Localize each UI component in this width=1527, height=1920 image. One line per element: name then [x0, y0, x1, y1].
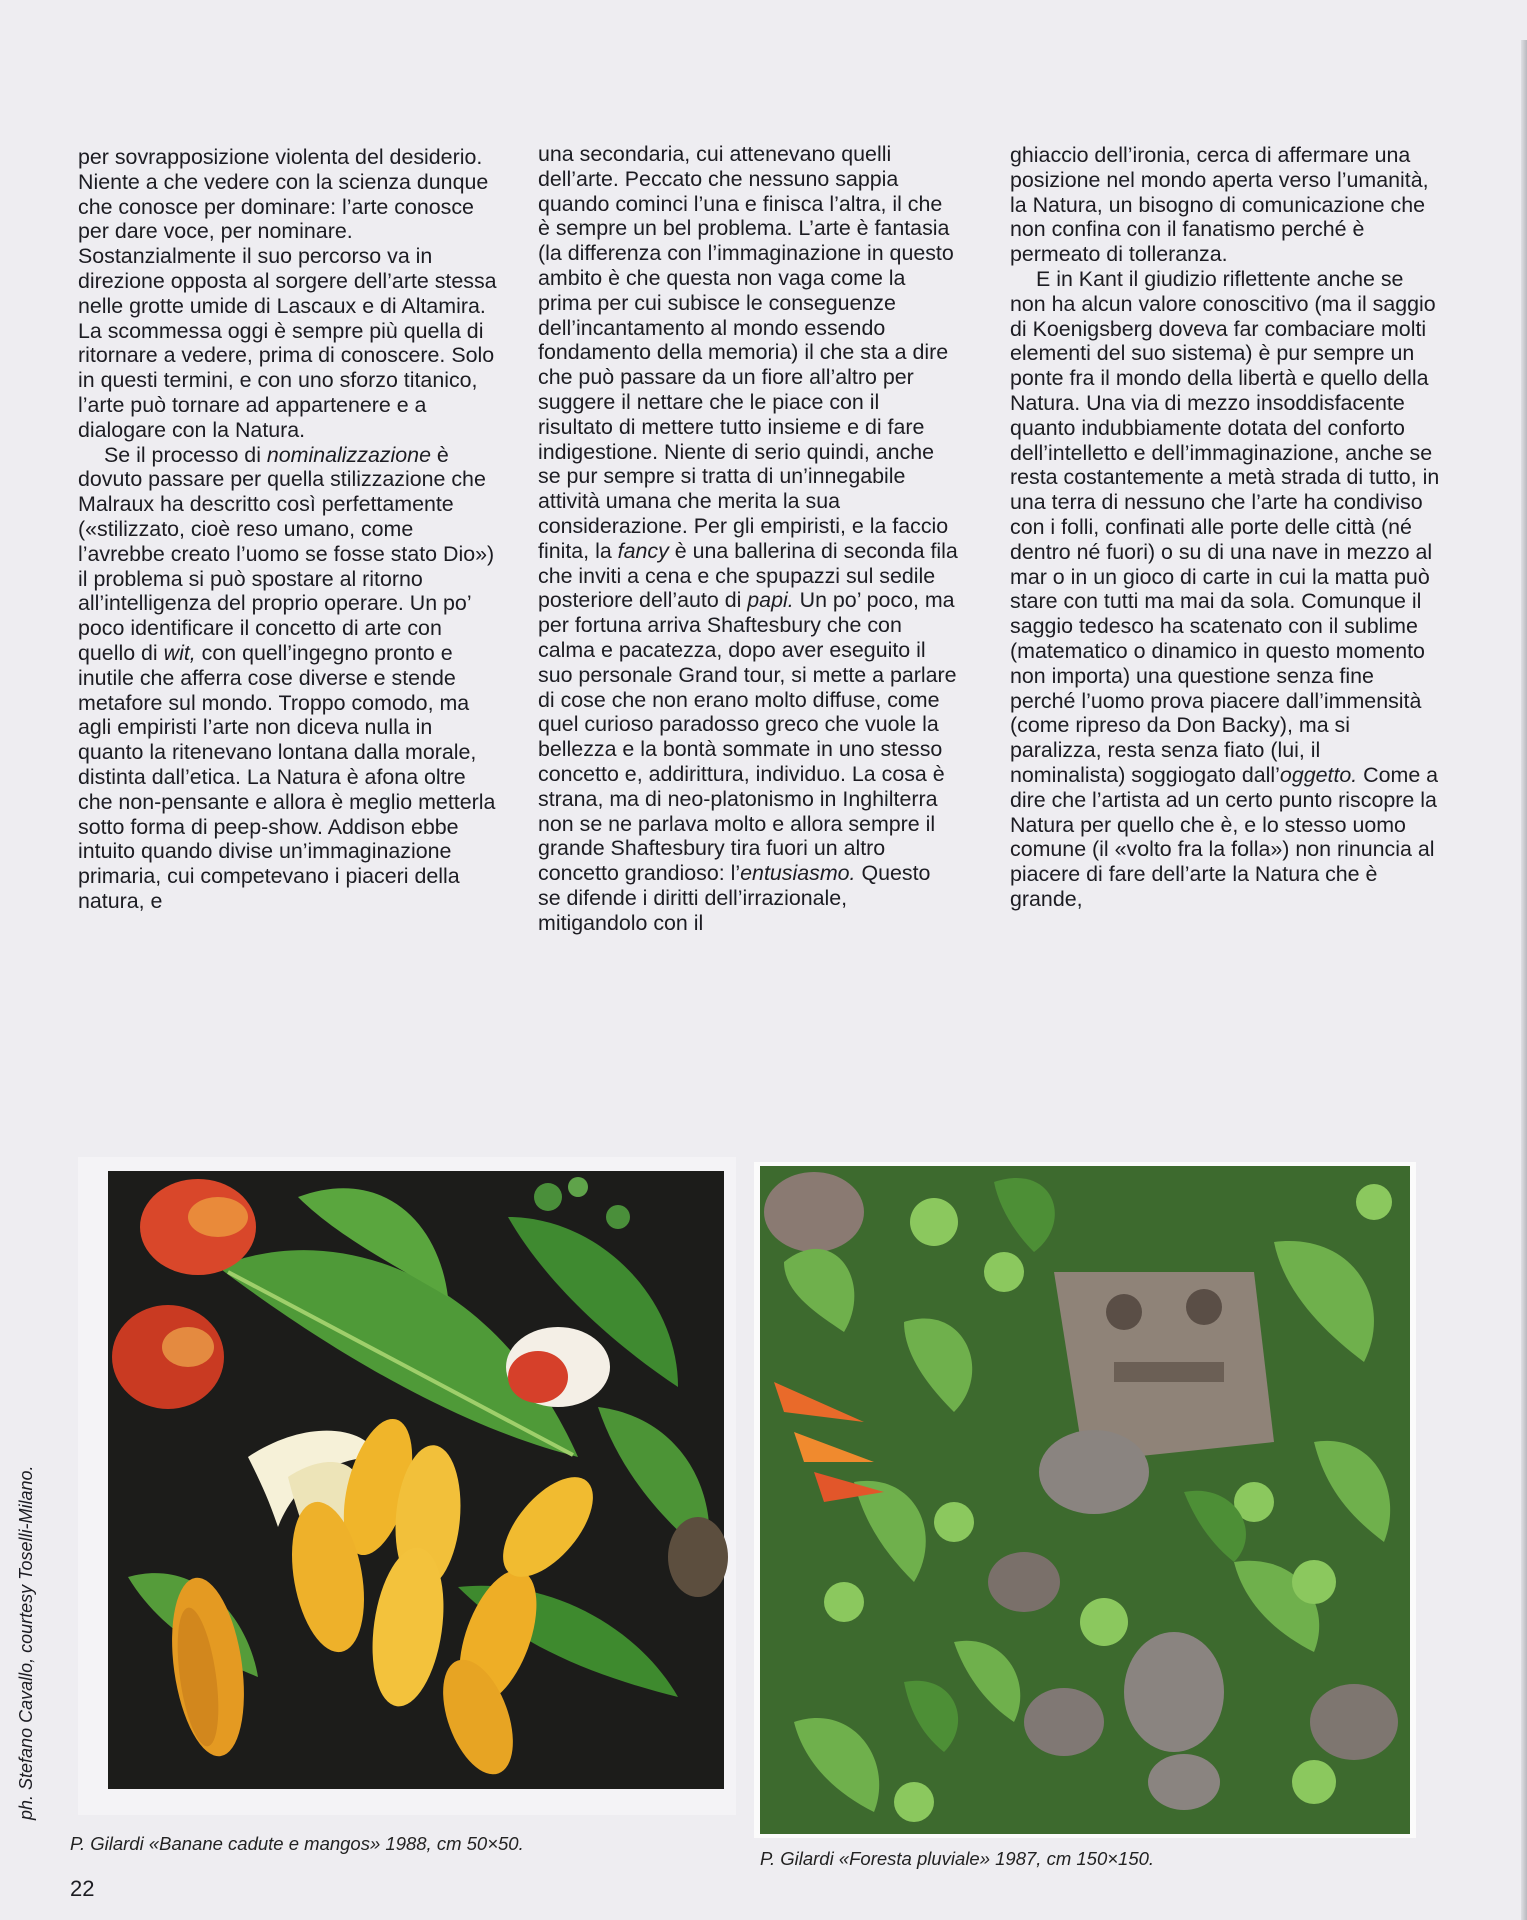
- body-paragraph: [538, 142, 958, 936]
- text-run: Se il processo di: [104, 442, 267, 467]
- text-run: ghiaccio dell’ironia, cerca di affermare una posizione nel mondo aperta verso l’umanità, la Natura, un bisogno di comunicazione che non confina con il fanatismo perché è permeato di tolleranza.: [1010, 143, 1429, 267]
- text-run: Questo se difende i diritti dell’irrazionale, mitigandolo con il: [538, 861, 931, 935]
- photo-credit: ph. Stefano Cavallo, courtesy Toselli-Milano.: [16, 1465, 36, 1820]
- body-paragraph: [78, 443, 498, 914]
- text-run: Un po’ poco, ma per fortuna arriva Shaftesbury che con calma e pacatezza, dopo aver eseguito il suo personale Grand tour, si mette a parlare di cose che non erano molto diffuse, come quel curioso paradosso greco che vuole la bellezza e la bontà sommate in uno stesso concetto e, addirittura, individuo. La cosa è strana, ma di neo-platonismo in Inghilterra non se ne parlava molto e allora sempre il grande Shaftesbury tira fuori un altro concetto grandioso: l’: [538, 588, 957, 886]
- artwork-photo-rainforest: [754, 1162, 1416, 1838]
- italic-text: wit,: [163, 640, 196, 665]
- text-column-3: [1010, 143, 1440, 912]
- italic-text: papi.: [747, 588, 794, 613]
- body-paragraph: [1010, 267, 1440, 912]
- caption-right: P. Gilardi «Foresta pluviale» 1987, cm 150×150.: [760, 1848, 1155, 1869]
- body-paragraph: [78, 145, 498, 443]
- body-paragraph: [1010, 143, 1440, 267]
- italic-text: nominalizzazione: [266, 442, 431, 467]
- text-run: E in Kant il giudizio riflettente anche se non ha alcun valore conoscitivo (ma il saggio di Koenigsberg doveva far combaciare molti elementi del suo sistema) è pur sempre un ponte fra il mondo della libertà e quello della Natura. Una via di mezzo insoddisfacente quanto indubbiamente dotata del conforto dell’intelletto e dell’immaginazione, anche se resta costantemente a metà strada di tutto, in una terra di nessuno che l’arte ha condiviso con i folli, confinati alle porte delle città (né dentro né fuori) o su di una nave in mezzo al mar o in un gioco di carte in cui la matta può stare con tutti ma mai da sola. Comunque il saggio tedesco ha scatenato con il sublime (matematico o dinamico in questo momento non importa) una questione senza fine perché l’uomo prova piacere dall’immensità (come ripreso da Don Backy), ma si paralizza, resta senza fiato (lui, il nominalista) soggiogato dall’: [1010, 266, 1440, 787]
- artwork-photo-bananas-mangos: [78, 1157, 736, 1815]
- caption-left: P. Gilardi «Banane cadute e mangos» 1988, cm 50×50.: [70, 1833, 524, 1854]
- text-run: è una ballerina di seconda fila che inviti a cena e che spupazzi sul sedile posteriore dell’auto di: [538, 538, 958, 613]
- italic-text: oggetto.: [1279, 762, 1358, 787]
- italic-text: fancy: [617, 538, 669, 563]
- page-number: 22: [70, 1876, 95, 1901]
- text-run: è dovuto passare per quella stilizzazione che Malraux ha descritto così perfettamente («stilizzato, cioè reso umano, come l’avrebbe creato l’uomo se fosse stato Dio») il problema si può spostare al ritorno all’intelligenza del proprio operare. Un po’ poco identificare il concetto di arte con quello di: [78, 442, 495, 665]
- text-column-2: [538, 142, 958, 936]
- text-column-1: [78, 145, 498, 914]
- text-run: Come a dire che l’artista ad un certo punto riscopre la Natura per quello che è, e lo stesso uomo comune (il «volto fra la folla») non rinuncia al piacere di fare dell’arte la Natura che è grande,: [1010, 762, 1439, 911]
- text-run: una secondaria, cui attenevano quelli dell’arte. Peccato che nessuno sappia quando cominci l’una e finisca l’altra, il che è sempre un bel problema. L’arte è fantasia (la differenza con l’immaginazione in questo ambito è che questa non vaga come la prima per cui subisce le conseguenze dell’incantamento al mondo essendo fondamento della memoria) il che sta a dire che può passare da un fiore all’altro per suggere il nettare che le piace con il risultato di mettere tutto insieme e di fare indigestione. Niente di serio quindi, anche se pur sempre si tratta di un’innegabile attività umana che merita la sua considerazione. Per gli empiristi, e la faccio finita, la: [538, 142, 954, 563]
- text-run: con quell’ingegno pronto e inutile che afferra cose diverse e stende metafore sul mondo. Troppo comodo, ma agli empiristi l’arte non diceva nulla in quanto la ritenevano lontana dalla morale, distinta dall’etica. La Natura è afona oltre che non-pensante e allora è meglio metterla sotto forma di peep-show. Addison ebbe intuito quando divise un’immaginazione primaria, cui competevano i piaceri della natura, e: [78, 640, 496, 913]
- page-edge: [1521, 40, 1527, 1920]
- italic-text: entusiasmo.: [740, 861, 856, 886]
- text-run: per sovrapposizione violenta del desiderio. Niente a che vedere con la scienza dunque che conosce per dominare: l’arte conosce per dare voce, per nominare. Sostanzialmente il suo percorso va in direzione opposta al sorgere dell’arte stessa nelle grotte umide di Lascaux e di Altamira. La scommessa oggi è sempre più quella di ritornare a vedere, prima di conoscere. Solo in questi termini, e con uno sforzo titanico, l’arte può tornare ad appartenere e a dialogare con la Natura.: [78, 145, 497, 442]
